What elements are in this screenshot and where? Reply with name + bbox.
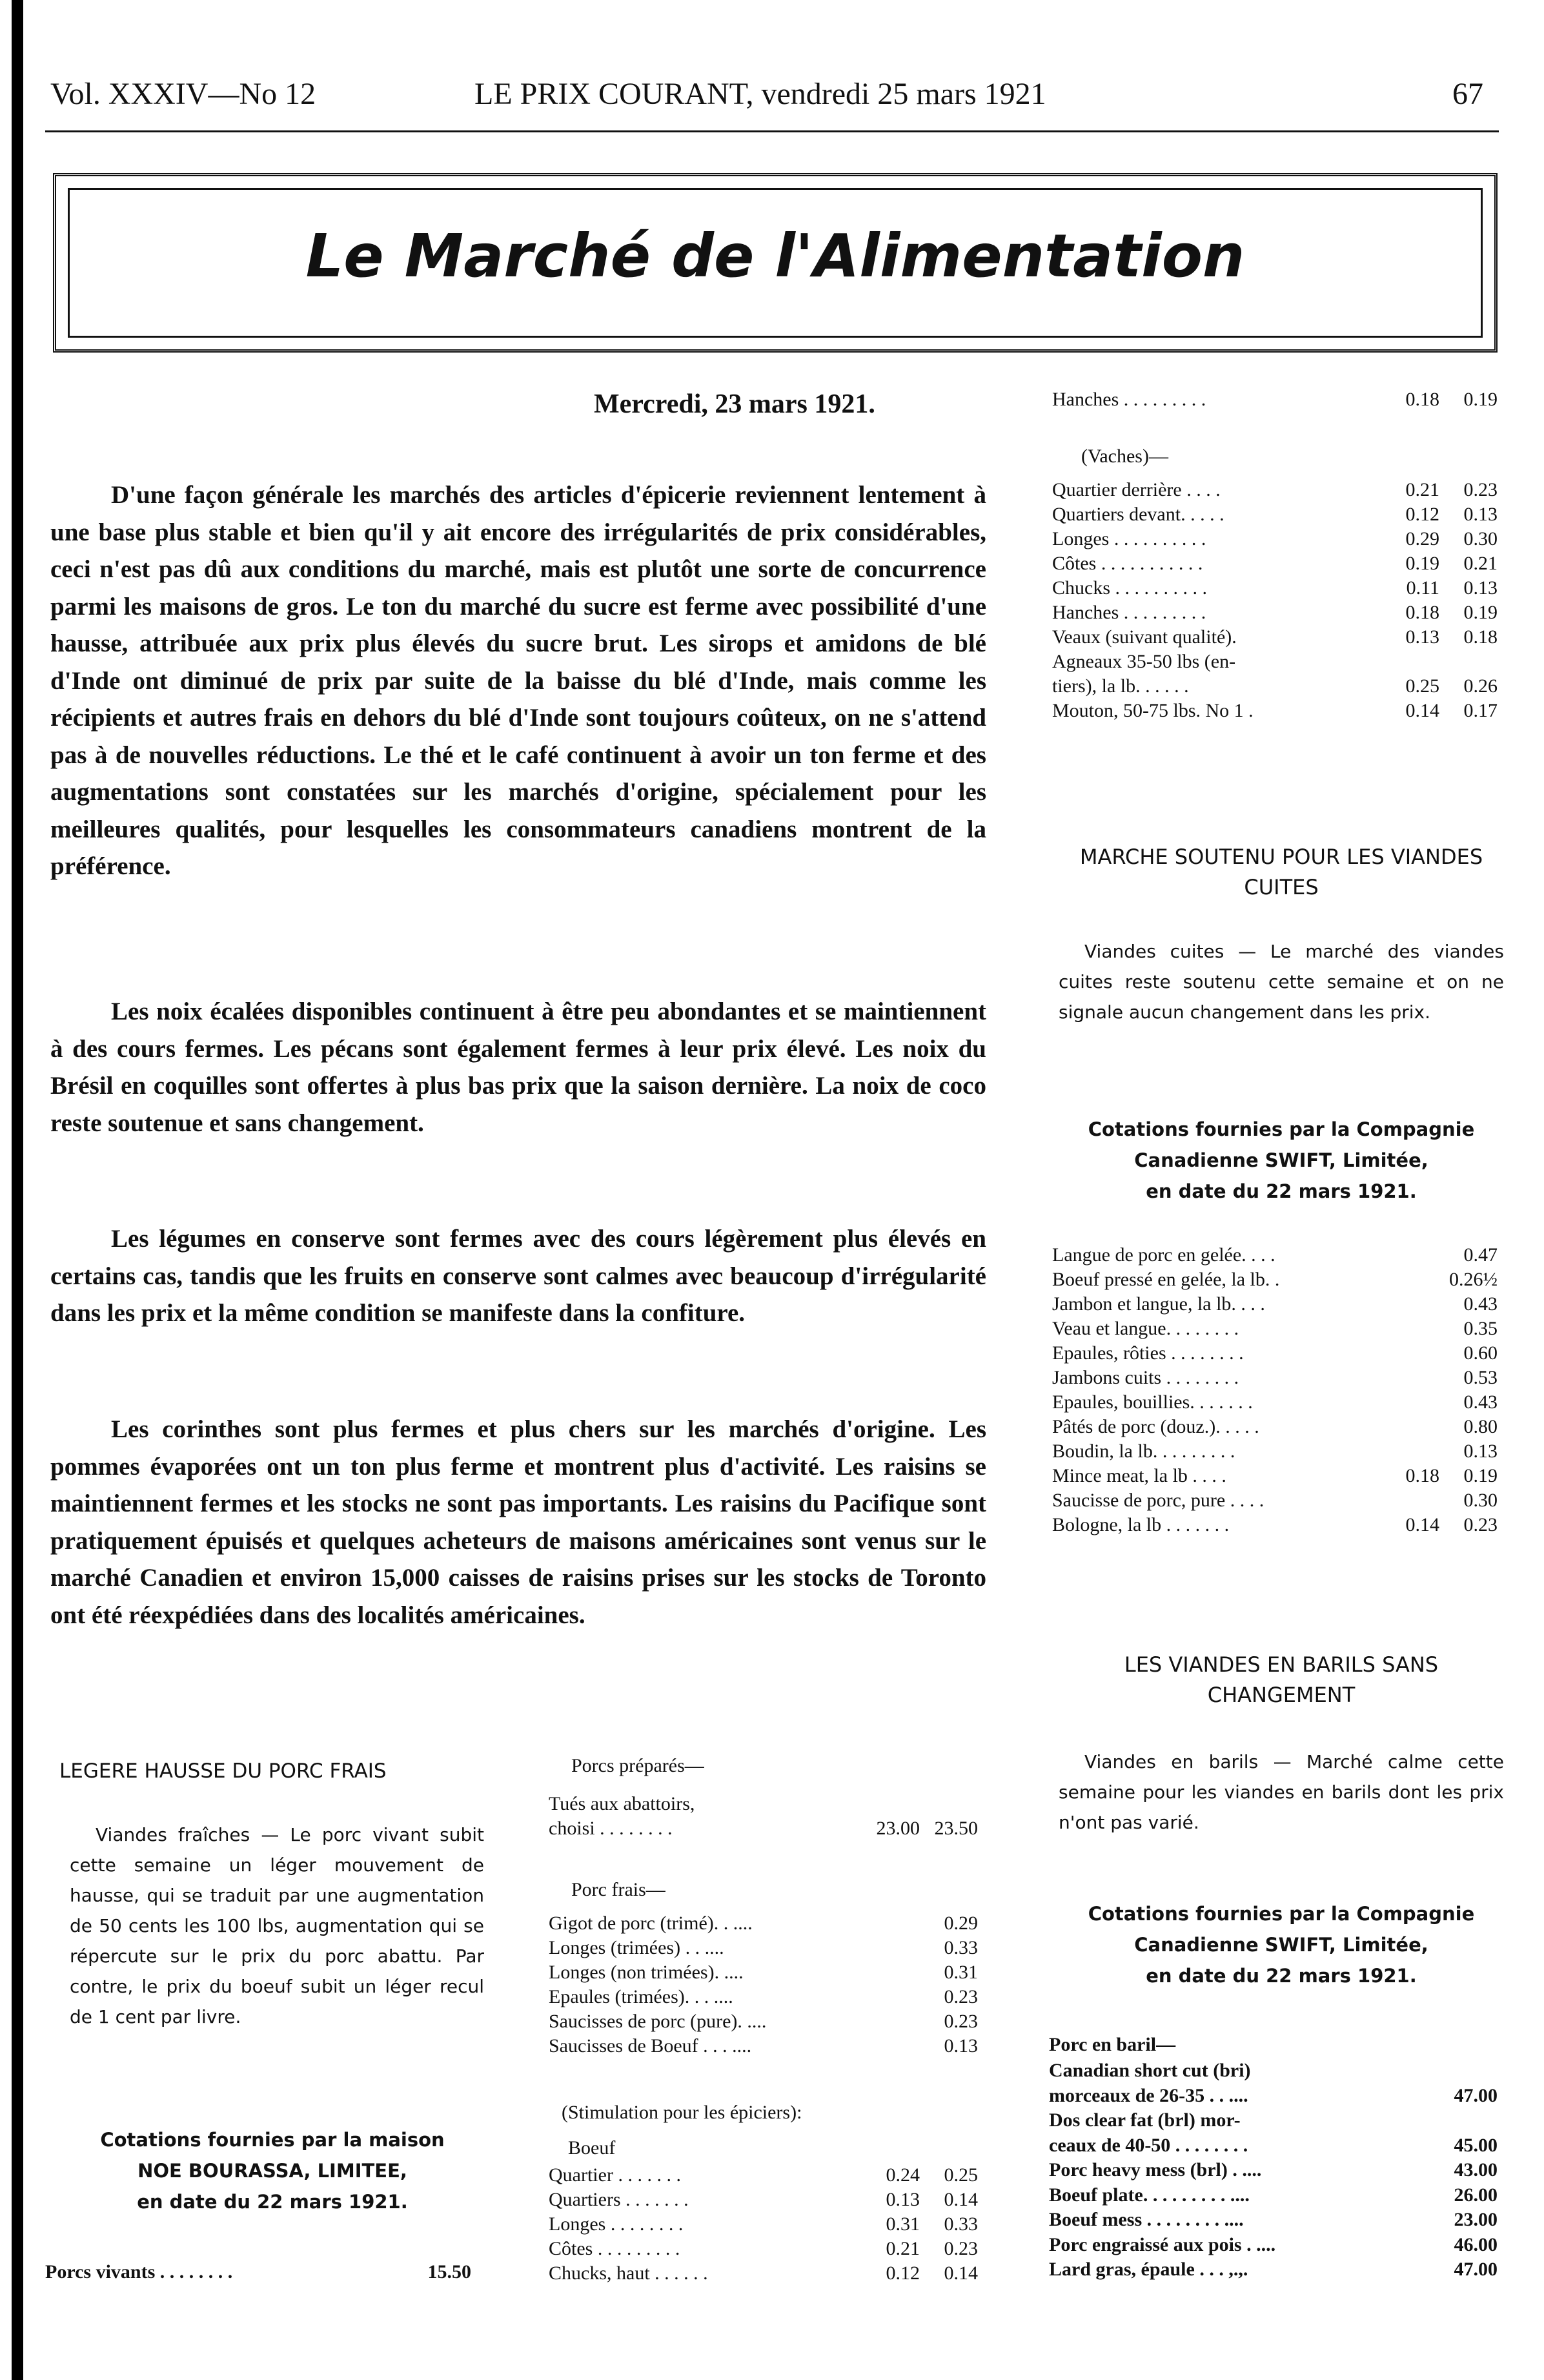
volume-number: Vol. XXXIV—No 12	[50, 77, 316, 111]
cooked-meats-text: Viandes cuites — Le marché des viandes cuites reste soutenu cette semaine et on ne signale aucun changement dans les prix.	[1059, 941, 1504, 1023]
price-row: Mouton, 50-75 lbs. No 1 . 0.14 0.17	[1052, 700, 1498, 721]
price-row: Boeuf pressé en gelée, la lb. . 0.26½	[1052, 1269, 1498, 1290]
price-row: Canadian short cut (bri)	[1049, 2060, 1251, 2081]
price-row: ceaux de 40-50 . . . . . . . . 45.00	[1049, 2134, 1498, 2156]
barrels-quote: Cotations fournies par la Compagnie Canadienne SWIFT, Limitée, en date du 22 mars 1921.	[1088, 1903, 1475, 1987]
price-row: Tués aux abattoirs,	[549, 1793, 695, 1814]
abattoir-price-list	[549, 1792, 978, 1841]
price-row: morceaux de 26-35 . . .... 47.00	[1049, 2084, 1498, 2106]
fresh-pork-text: Viandes fraîches — Le porc vivant subit cette semaine un léger mouvement de hausse, qui se traduit par une augmentation de 50 cents les 100 lbs, augmentation qui se répercute sur le prix du porc abattu. Par contre, le prix du boeuf subit un léger recul de 1 cent par livre.	[70, 1824, 484, 2027]
price-row: Epaules, bouillies. . . . . . . 0.43	[1052, 1391, 1498, 1413]
price-row: Veau et langue. . . . . . . . 0.35	[1052, 1318, 1498, 1339]
price-row: Longes (non trimées). .... 0.31	[549, 1962, 978, 1983]
live-pork-row	[45, 2260, 471, 2284]
price-row: Chucks . . . . . . . . . . 0.11 0.13	[1052, 577, 1498, 599]
section-banner	[53, 173, 1498, 353]
price-row: Epaules, rôties . . . . . . . . 0.60	[1052, 1342, 1498, 1364]
price-row: Quartier . . . . . . . 0.24 0.25	[549, 2164, 978, 2186]
price-row: Quartiers devant. . . . . 0.12 0.13	[1052, 504, 1498, 525]
price-row: Hanches . . . . . . . . . 0.18 0.19	[1052, 389, 1498, 410]
boeuf-heading: Boeuf	[568, 2137, 616, 2159]
barrels-title: LES VIANDES EN BARILS SANS CHANGEMENT	[1124, 1652, 1439, 1707]
price-row: Côtes . . . . . . . . . . . 0.19 0.21	[1052, 553, 1498, 574]
cooked-meats-title: MARCHE SOUTENU POUR LES VIANDES CUITES	[1079, 845, 1483, 899]
fresh-pork-quote: Cotations fournies par la maison NOE BOURASSA, LIMITEE, en date du 22 mars 1921.	[100, 2129, 445, 2213]
price-row: tiers), la lb. . . . . . 0.25 0.26	[1052, 675, 1498, 697]
fresh-pork-heading: Porc frais—	[571, 1879, 665, 1900]
price-row: Dos clear fat (brl) mor-	[1049, 2109, 1241, 2131]
price-row: Porc heavy mess (brl) . .... 43.00	[1049, 2159, 1498, 2180]
price-row: Quartier derrière . . . . 0.21 0.23	[1052, 479, 1498, 500]
fresh-pork-price-list	[549, 1911, 978, 2058]
vaches-heading: (Vaches)—	[1081, 446, 1168, 467]
price-row: Saucisse de porc, pure . . . . 0.30	[1052, 1490, 1498, 1511]
price-row: Côtes . . . . . . . . . 0.21 0.23	[549, 2238, 978, 2259]
price-row: Longes (trimées) . . .... 0.33	[549, 1937, 978, 1958]
price-row: Boeuf mess . . . . . . . . .... 23.00	[1049, 2209, 1498, 2230]
article-date: Mercredi, 23 mars 1921.	[594, 389, 875, 419]
hanches-row-block	[1052, 387, 1504, 412]
price-row: Porcs vivants . . . . . . . . 15.50	[45, 2261, 471, 2283]
price-row: Pâtés de porc (douz.). . . . . 0.80	[1052, 1416, 1498, 1437]
retailer-note: (Stimulation pour les épiciers):	[562, 2102, 802, 2123]
price-row: Boudin, la lb. . . . . . . . . 0.13	[1052, 1441, 1498, 1462]
price-row: Hanches . . . . . . . . . 0.18 0.19	[1052, 602, 1498, 623]
price-row: Longes . . . . . . . . 0.31 0.33	[549, 2213, 978, 2235]
vaches-price-list	[1052, 478, 1504, 723]
price-row: Jambons cuits . . . . . . . . 0.53	[1052, 1367, 1498, 1388]
price-row: Porc engraissé aux pois . .... 46.00	[1049, 2233, 1498, 2255]
header-rule	[45, 130, 1499, 132]
article-paragraph-4: Les corinthes sont plus fermes et plus chers sur les marchés d'origine. Les pommes évaporées ont un ton plus ferme et montrent plus d'activité. Les raisins se maintiennent fermes et les stocks ne sont pas importants. Les raisins du Pacifique sont pratiquement épuisés et quelques acheteurs de maisons américaines sont venus sur le marché Canadien et environ 15,000 caisses de raisins prises sur les stocks de Toronto ont été réexpédiées dans des localités américaines.	[50, 1415, 986, 1629]
price-row: Mince meat, la lb . . . . 0.18 0.19	[1052, 1465, 1498, 1486]
price-row: Saucisses de porc (pure). .... 0.23	[549, 2011, 978, 2032]
article-paragraph-2: Les noix écalées disponibles continuent à être peu abondantes et se maintiennent à des cours fermes. Les pécans sont également fermes à leur prix élevé. Les noix du Brésil en coquilles sont offertes à plus bas prix que la saison dernière. La noix de coco reste soutenue et sans changement.	[50, 998, 986, 1137]
price-row: Gigot de porc (trimé). . .... 0.29	[549, 1913, 978, 1934]
barrels-price-list	[1049, 2058, 1504, 2283]
price-row: Boeuf plate. . . . . . . . . .... 26.00	[1049, 2184, 1498, 2206]
price-row: Quartiers . . . . . . . 0.13 0.14	[549, 2189, 978, 2210]
price-row: Chucks, haut . . . . . . 0.12 0.14	[549, 2262, 978, 2284]
cooked-quote: Cotations fournies par la Compagnie Canadienne SWIFT, Limitée, en date du 22 mars 1921.	[1088, 1118, 1475, 1202]
price-row: Epaules (trimées). . . .... 0.23	[549, 1986, 978, 2007]
barrels-text: Viandes en barils — Marché calme cette semaine pour les viandes en barils dont les prix n'ont pas varié.	[1059, 1751, 1504, 1833]
price-row: Jambon et langue, la lb. . . . 0.43	[1052, 1293, 1498, 1315]
banner-title: Le Marché de l'Alimentation	[305, 221, 1245, 291]
barrels-heading: Porc en baril—	[1049, 2034, 1176, 2055]
article-paragraph-3: Les légumes en conserve sont fermes avec des cours légèrement plus élevés en certains cas, tandis que les fruits en conserve sont calmes avec beaucoup d'irrégularité dans les prix et la même condition se manifeste dans la confiture.	[50, 1225, 986, 1327]
cooked-price-list	[1052, 1243, 1504, 1537]
price-row: Agneaux 35-50 lbs (en-	[1052, 651, 1236, 672]
page-number: 67	[1452, 77, 1483, 111]
price-row: Veaux (suivant qualité). 0.13 0.18	[1052, 626, 1498, 648]
running-title: LE PRIX COURANT, vendredi 25 mars 1921	[474, 77, 1046, 111]
price-row: Lard gras, épaule . . . ,.,. 47.00	[1049, 2259, 1498, 2280]
price-row: choisi . . . . . . . . 23.00 23.50	[549, 1818, 978, 1839]
article-paragraph-1: D'une façon générale les marchés des articles d'épicerie reviennent lentement à une base plus stable et bien qu'il y ait encore des irrégularités de prix considérables, ceci n'est pas dû aux conditions du marché, mais est plutôt une sorte de concurrence parmi les maisons de gros. Le ton du marché du sucre est ferme avec possibilité d'une hausse, attribuée aux prix plus élevés du sucre brut. Les sirops et amidons de blé d'Inde ont diminué de prix par suite de la baisse du blé d'Inde, mais comme les récipients et autres frais en dehors du blé d'Inde sont toujours coûteux, on ne s'attend pas à de nouvelles réductions. Le thé et le café continuent à avoir un ton ferme et des augmentations sont constatées sur les marchés d'origine, spécialement pour les meilleures qualités, pour lesquelles les consommateurs canadiens montrent de la préférence.	[50, 481, 986, 880]
price-row: Langue de porc en gelée. . . . 0.47	[1052, 1244, 1498, 1266]
price-row: Bologne, la lb . . . . . . . 0.14 0.23	[1052, 1514, 1498, 1535]
price-row: Longes . . . . . . . . . . 0.29 0.30	[1052, 528, 1498, 549]
fresh-pork-title: LEGERE HAUSSE DU PORC FRAIS	[59, 1759, 387, 1783]
prepared-heading: Porcs préparés—	[571, 1755, 704, 1776]
price-row: Saucisses de Boeuf . . . .... 0.13	[549, 2035, 978, 2057]
margin-bar	[12, 0, 23, 2380]
boeuf-price-list	[549, 2163, 978, 2286]
